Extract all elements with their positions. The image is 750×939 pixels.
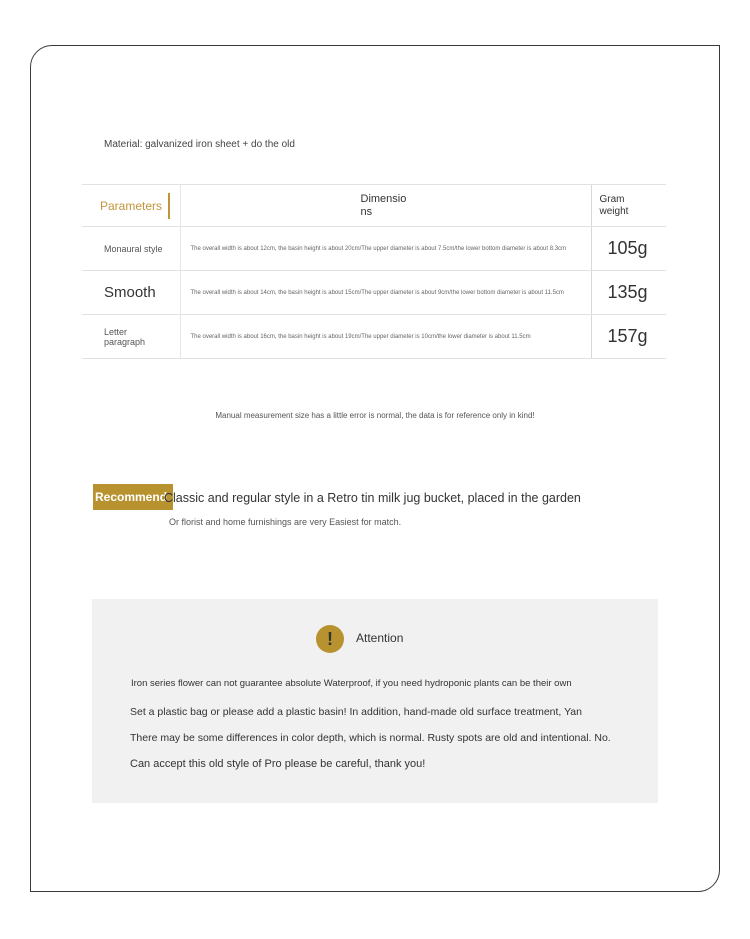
attention-line: There may be some differences in color depth, which is normal. Rusty spots are old and intentional. No. [130, 732, 611, 744]
row-dimensions: The overall width is about 16cm, the basin height is about 19cm/The upper diameter is 10cm/the lower diameter is about 11.5cm [190, 333, 531, 340]
dimensions-header: Dimensio ns [360, 192, 407, 218]
row-name: Smooth [104, 284, 156, 301]
measurement-note: Manual measurement size has a little error is normal, the data is for reference only in kind! [215, 411, 535, 420]
recommend-subtext: Or florist and home furnishings are very Easiest for match. [169, 517, 402, 527]
recommend-badge: Recommend [93, 484, 173, 510]
attention-title: Attention [356, 631, 404, 645]
row-dimensions: The overall width is about 14cm, the basin height is about 15cm/The upper diameter is about 9cm/the lower bottom diameter is about 11.5cm [190, 289, 564, 296]
attention-line: Can accept this old style of Pro please be careful, thank you! [130, 758, 426, 770]
warning-icon: ! [316, 625, 344, 653]
row-dimensions: The overall width is about 12cm, the basin height is about 20cm/The upper diameter is about 7.5cm/the lower bottom diameter is about 8.3cm [190, 245, 567, 252]
attention-line: Set a plastic bag or please add a plastic basin! In addition, hand-made old surface treatment, Yan [130, 706, 582, 718]
table-row [82, 315, 666, 359]
material-text: Material: galvanized iron sheet + do the old [104, 139, 295, 150]
gram-weight-header: Gram weight [599, 193, 629, 217]
parameters-header: Parameters [100, 193, 170, 219]
recommend-text: Classic and regular style in a Retro tin milk jug bucket, placed in the garden [164, 491, 581, 505]
table-row [82, 271, 666, 315]
table-row [82, 227, 666, 271]
row-name: Monaural style [104, 243, 163, 254]
row-gram: 157g [607, 326, 648, 346]
attention-box [92, 599, 658, 803]
parameters-table [82, 184, 666, 359]
attention-line: Iron series flower can not guarantee absolute Waterproof, if you need hydroponic plants can be their own [131, 678, 572, 689]
row-gram: 105g [607, 238, 648, 258]
row-gram: 135g [607, 282, 648, 302]
row-name: Letter paragraph [104, 326, 146, 347]
table-header-row [82, 185, 666, 227]
